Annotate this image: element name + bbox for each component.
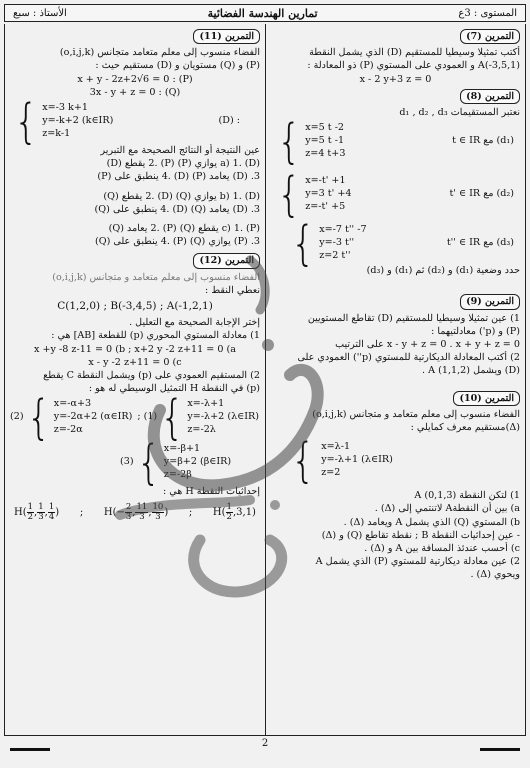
equation-row: z=k-1 [42, 128, 71, 140]
equation-row: y=-3 t'' [319, 237, 355, 249]
exercise-heading: التمرين (11) [193, 29, 260, 44]
exercise-heading: التمرين (8) [460, 89, 520, 104]
text-line: إختر الإجابة الصحيحة مع التعليل . [129, 317, 260, 329]
equation-row: x=-β+1 [163, 443, 201, 455]
h-option-3: H( $\frac{1}{2}$ ,3,1) [212, 501, 256, 522]
h-point-options: H( $\frac{1}{2}$ , $\frac{1}{3}$ , $\frac{1}{4}$ ) ; H(− $\frac{2}{3}$ , $\frac{11}{3}$ , $\frac{10}{3}$ ) ; H( $\frac{1}{2}$ ,3,1) [14, 501, 256, 522]
param-systems-row: (2) { x=-α+3 y=-2α+2 (α∈IR) z=-2α ; (1) { x=-λ+1 y=-λ+2 (λ∈IR) z=-2λ [10, 389, 260, 445]
equation-row: z=-2α [53, 424, 83, 436]
text-line: الفضاء منسوب إلى معلم متعامد متجانس (o,i,j,k) [59, 47, 260, 59]
equation-row: y=-λ+2 (λ∈IR) [187, 411, 260, 423]
h-option-2: H(− $\frac{2}{3}$ , $\frac{11}{3}$ , $\frac{10}{3}$ ) [103, 501, 169, 522]
system-d3: { x=-7 t'' -7 y=-3 t'' z=2 t'' t'' ∈ IR مع (d₃) [291, 215, 514, 271]
line-label: t ∈ IR مع (d₁) [452, 135, 514, 147]
system-number: (3) [120, 456, 134, 468]
system-delta: { x=λ-1 y=-λ+1 (λ∈IR) z=2 [291, 432, 393, 488]
equation-row: x=-λ+1 [187, 398, 225, 410]
sheet-header [4, 4, 526, 22]
text-line: نعطي النقط : [205, 284, 260, 296]
exercise-10 [271, 388, 520, 582]
plane-equation: x - 2 y+3 z = 0 [359, 73, 432, 85]
equation-row: x=5 t -2 [305, 122, 345, 134]
param-system-3: (3) { x=-β+1 y=β+2 (β∈IR) z=-2β [120, 434, 232, 490]
equation-row: z=-2β [163, 469, 192, 481]
option-b-2: 3. (D) يعامد (Q) 4. (D) ينطبق على (Q) [94, 203, 260, 215]
text-line: (Δ)مستقيم معرف كمايلي : [410, 422, 520, 434]
system-d1: { x=5 t -2 y=5 t -1 z=4 t+3 t ∈ IR مع (d₁) [277, 113, 514, 169]
system-d2: { x=-t' +1 y=3 t' +4 z=-t' +5 t' ∈ IR مع (d₂) [277, 166, 514, 222]
equation-row: x=-7 t'' -7 [319, 224, 367, 236]
line-label: t' ∈ IR مع (d₂) [449, 188, 514, 200]
text-line: الفضاء منسوب إلى معلم متعامد و متجانس (o,i,j,k) [312, 408, 520, 420]
question-b2: - عين إحداثيات النقطة B ; نقطة تقاطع (Q) و (Δ) [321, 529, 520, 541]
text-line: (D) ويشمل (A (1,1,2 . [422, 365, 520, 377]
question-2b: (p) في النقطة H التمثيل الوسيطي له هو : [88, 383, 260, 395]
text-line: نعتبر المستقيمات d₁ , d₂ , d₃ [399, 107, 520, 119]
exercise-11 [10, 26, 260, 248]
question-b: b) المستوي (Q) الذي يشمل A ويعامد (Δ) . [343, 516, 520, 528]
system-number: (1) [143, 411, 158, 423]
exercise-9 [271, 291, 520, 377]
equation-row: y=-k+2 (k∈IR) [42, 115, 114, 127]
exercise-heading: التمرين (12) [193, 253, 260, 268]
text-line: x - y + z = 0 . x + y + z = 0 على الترتيب [335, 339, 520, 351]
question-2: 2) عين معادلة ديكارتية للمستوي (P) الذي يشمل A [315, 556, 520, 568]
option-c-1: c) 1. (P) يقطع (Q) 2. (P) يعامد (Q) [108, 223, 260, 235]
equation-row: z=4 t+3 [305, 148, 346, 160]
right-column [265, 24, 526, 736]
equation-row: z=-2λ [187, 424, 216, 436]
text-line: حدد وضعية (d₁) و (d₂) ثم (d₁) و (d₃) [366, 265, 520, 277]
text-line: عين النتيجة أو النتائج الصحيحة مع التبرير [100, 145, 260, 157]
option-a-2: 3. (D) يعامد (P) 4. (D) ينطبق على (P) [97, 171, 260, 183]
equation-row: y=3 t' +4 [305, 188, 352, 200]
sheet-title: تمارين الهندسة الفضائية [207, 6, 318, 20]
text-line: 1) لتكن النقطة A (0,1,3) [414, 490, 520, 502]
question-1: 1) معادلة المستوي المحوري (p) للقطعة [AB] هي : [51, 330, 260, 342]
line-label: (D) : [218, 114, 240, 126]
equation-row: y=5 t -1 [305, 135, 345, 147]
decorative-dash [10, 748, 50, 751]
page-number: 2 [261, 738, 269, 749]
exercise-7 [271, 26, 520, 86]
equation-row: x=-3 k+1 [42, 102, 88, 114]
equation-row: x=-α+3 [53, 398, 92, 410]
exercise-heading: التمرين (7) [460, 29, 520, 44]
plane-q-equation: 3x - y + z = 0 : (Q) [89, 86, 181, 98]
exercise-8 [271, 86, 520, 278]
text-line: 2) أكتب المعادلة الديكارتية للمستوي (p'') العمودي على [297, 352, 520, 364]
option-b-1: b) 1. (D) يوازي (Q) 2. (D) يقطع (Q) [103, 190, 260, 202]
question-2: 2) المستقيم العمودي على (p) ويشمل النقطة C يقطع [43, 370, 260, 382]
equation-row: y=β+2 (β∈IR) [163, 456, 232, 468]
answer-option-c: x - y -2 z+11 = 0 (c [88, 356, 182, 368]
option-c-2: 3. (P) يوازي (Q) 4. (P) ينطبق على (Q) [94, 236, 260, 248]
answer-options-ab: x +y -8 z-11 = 0 (b ; x+2 y -2 z+11 = 0 (a [34, 343, 236, 355]
text-line: A(-3,5,1) و العمودي على المستوي (P) ذو المعادلة : [307, 60, 520, 72]
left-column [4, 24, 265, 736]
question-3: إحداثيات النقطة H هي : [162, 486, 260, 498]
text-line: 1) عين تمثيلا وسيطيا للمستقيم (D) تقاطع المستويين [307, 312, 520, 324]
text-line: الفضاء منسوب إلى معلم متعامد و متجانس (o,i,j,k) [52, 271, 260, 283]
line-label: t'' ∈ IR مع (d₃) [446, 237, 514, 249]
equation-row: z=2 t'' [319, 250, 351, 262]
option-a-1: a) 1. (D) يوازي (P) 2. (P) يقطع (D) [106, 158, 260, 170]
question-2b: ويحوي (Δ) . [470, 569, 520, 581]
equation-row: x=λ-1 [321, 441, 351, 453]
text-line: (P) و (p') معادلتيهما : [431, 325, 520, 337]
system-d: { x=-3 k+1 y=-k+2 (k∈IR) z=k-1 (D) : [14, 93, 240, 149]
points-list: C(1,2,0) ; B(-3,4,5) ; A(-1,2,1) [57, 300, 213, 313]
exercise-heading: التمرين (10) [453, 391, 520, 406]
system-number: (2) [10, 411, 24, 423]
exercise-12 [10, 250, 260, 521]
text-line: أكتب تمثيلا وسيطيا للمستقيم (D) الذي يشمل النقطة [309, 47, 520, 59]
decorative-dash [480, 748, 520, 751]
equation-row: z=-t' +5 [305, 201, 346, 213]
plane-p-equation: x + y - 2z+2√6 = 0 : (P) [77, 73, 193, 85]
equation-row: y=-λ+1 (λ∈IR) [321, 454, 393, 466]
equation-row: z=2 [321, 467, 341, 479]
h-option-1: H( $\frac{1}{2}$ , $\frac{1}{3}$ , $\frac{1}{4}$ ) [14, 501, 60, 522]
question-c: c) أحسب عندئذ المسافة بين A و (Δ) . [364, 543, 520, 555]
question-a: a) بين أن النقطةA لاتنتمي إلى (Δ) . [374, 503, 520, 515]
teacher-label: الأستاذ : سبع [13, 7, 67, 19]
level-label: المستوى : 3ع [458, 7, 517, 19]
equation-row: x=-t' +1 [305, 175, 346, 187]
equation-row: y=-2α+2 (α∈IR) [53, 411, 133, 423]
text-line: (P) و (Q) مستويان و (D) مستقيم حيث : [95, 60, 260, 72]
exercise-heading: التمرين (9) [460, 294, 520, 309]
